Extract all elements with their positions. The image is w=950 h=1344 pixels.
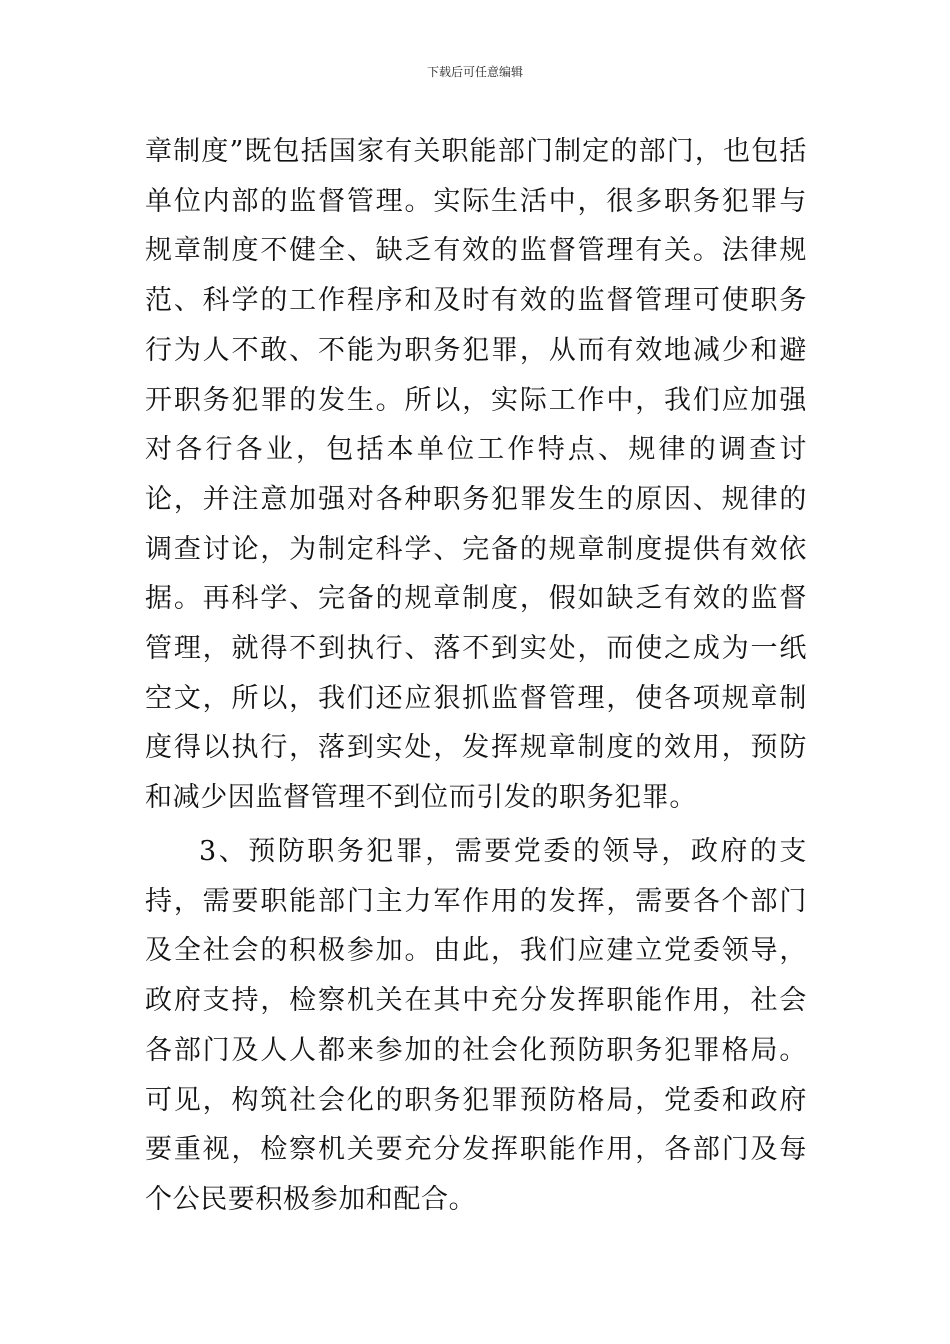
paragraph-prevention: 3、预防职务犯罪，需要党委的领导，政府的支持，需要职能部门主力军作用的发挥，需要各个部门及全社会的积极参加。由此，我们应建立党委领导，政府支持，检察机关在其中充分发挥职能作用，社会各部门及人人都来参加的社会化预防职务犯罪格局。可见，构筑社会化的职务犯罪预防格局，党委和政府要重视，检察机关要充分发挥职能作用，各部门及每个公民要积极参加和配合。	[145, 836, 807, 1215]
page-header: 下载后可任意编辑	[426, 65, 523, 79]
paragraph-regulations: 章制度”既包括国家有关职能部门制定的部门，也包括单位内部的监督管理。实际生活中，很多职务犯罪与规章制度不健全、缺乏有效的监督管理有关。法律规范、科学的工作程序和及时有效的监督管理可使职务行为人不敢、不能为职务犯罪，从而有效地减少和避开职务犯罪的发生。所以，实际工作中，我们应加强对各行各业，包括本单位工作特点、规律的调查讨论，并注意加强对各种职务犯罪发生的原因、规律的调查讨论，为制定科学、完备的规章制度提供有效依据。再科学、完备的规章制度，假如缺乏有效的监督管理，就得不到执行、落不到实处，而使之成为一纸空文，所以，我们还应狠抓监督管理，使各项规章制度得以执行，落到实处，发挥规章制度的效用，预防和减少因监督管理不到位而引发的职务犯罪。	[145, 136, 807, 814]
